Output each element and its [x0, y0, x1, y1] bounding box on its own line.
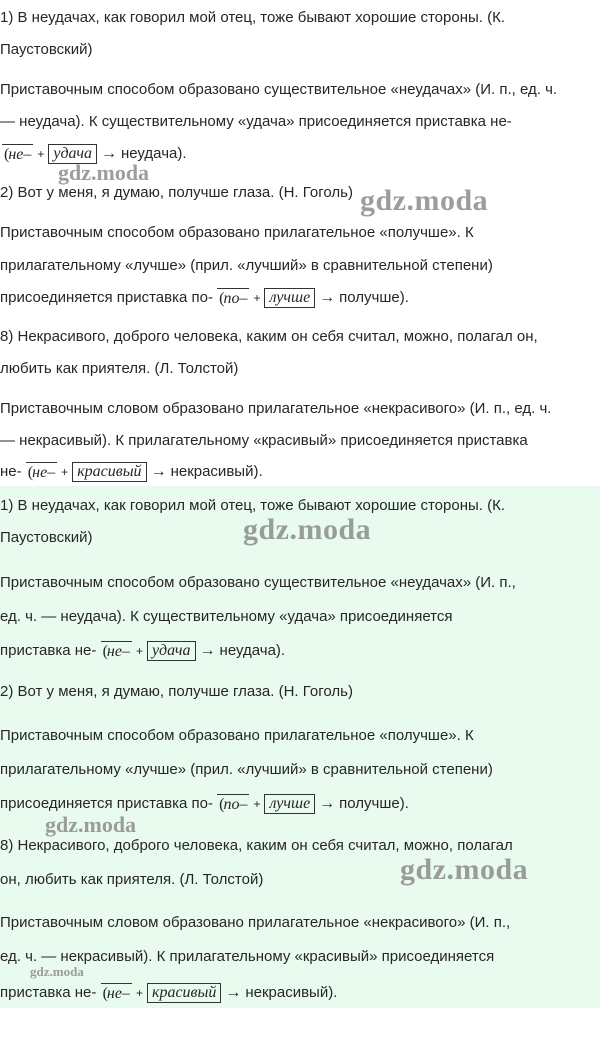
example-2-explanation-cont: прилагательному «лучше» (прил. «лучший» в сравнительной степени) — [0, 257, 493, 274]
formula-lead-text: присоединяется приставка по- — [0, 795, 213, 812]
result-word: неудача). — [219, 641, 286, 659]
example-1-sentence: 1) В неудачах, как говорил мой отец, тоже бывают хорошие стороны. (К. — [0, 9, 506, 26]
prefix-mark: ( не– — [101, 641, 132, 662]
watermark-logo: gdz.moda — [243, 513, 372, 546]
example-1-explanation-cont: ед. ч. — неудача). К существительному «удача» присоединяется — [0, 608, 453, 625]
example-1-explanation: Приставочным способом образовано существительное «неудачах» (И. п., ед. ч. — [0, 81, 558, 98]
prefix-mark: ( по– — [217, 794, 249, 815]
example-3-explanation-cont: — некрасивый). К прилагательному «красивый» присоединяется приставка — [0, 432, 528, 449]
formula-lead-text: приставка не- — [0, 642, 97, 659]
result-word: получше). — [339, 288, 409, 306]
example-3-explanation-cont: ед. ч. — некрасивый). К прилагательному «красивый» присоединяется — [0, 948, 495, 965]
arrow-icon: → — [225, 983, 242, 1001]
arrow-icon: → — [319, 794, 336, 812]
example-2-formula-line — [0, 793, 409, 814]
watermark-logo: gdz.moda — [30, 964, 84, 979]
example-1-formula-line — [0, 640, 285, 661]
result-word: неудача). — [120, 144, 187, 162]
example-2-explanation-cont: прилагательному «лучше» (прил. «лучший» в сравнительной степени) — [0, 761, 493, 778]
result-word: получше). — [339, 794, 409, 812]
watermark-logo: gdz.moda — [45, 812, 137, 837]
arrow-icon: → — [319, 288, 336, 306]
prefix-mark: ( не– — [2, 144, 33, 165]
watermark-logo: gdz.moda — [58, 160, 150, 185]
formula-lead-text: приставка не- — [0, 984, 97, 1001]
plus-sign: + — [61, 464, 69, 479]
example-3-sentence: 8) Некрасивого, доброго человека, каким он себя считал, можно, полагал он, — [0, 328, 538, 345]
plus-sign: + — [135, 643, 143, 658]
prefix-mark: ( по– — [217, 288, 249, 309]
example-3-sentence: 8) Некрасивого, доброго человека, каким он себя считал, можно, полагал — [0, 837, 513, 854]
example-3-explanation: Приставочным словом образовано прилагательное «некрасивого» (И. п., ед. ч. — [0, 400, 552, 417]
root-box: удача — [147, 641, 196, 661]
example-3-formula-line — [0, 461, 263, 482]
formula-lead-text: не- — [0, 463, 22, 480]
example-3-formula-line — [0, 982, 337, 1003]
plus-sign: + — [37, 146, 45, 161]
example-2-explanation: Приставочным способом образовано прилагательное «получше». К — [0, 224, 474, 241]
plus-sign: + — [253, 796, 261, 811]
root-box: лучше — [264, 794, 315, 814]
root-box: красивый — [72, 462, 146, 482]
formula-lead-text: присоединяется приставка по- — [0, 289, 213, 306]
example-1-sentence-cont: Паустовский) — [0, 529, 93, 546]
prefix-mark: ( не– — [101, 983, 132, 1004]
arrow-icon: → — [199, 641, 216, 659]
result-word: некрасивый). — [170, 462, 263, 480]
example-3-sentence-cont: он, любить как приятеля. (Л. Толстой) — [0, 871, 264, 888]
arrow-icon: → — [100, 144, 117, 162]
prefix-mark: ( не– — [26, 462, 57, 483]
example-3-sentence-cont: любить как приятеля. (Л. Толстой) — [0, 360, 239, 377]
result-word: некрасивый). — [245, 983, 338, 1001]
example-1-sentence: 1) В неудачах, как говорил мой отец, тоже бывают хорошие стороны. (К. — [0, 497, 506, 514]
example-2-sentence: 2) Вот у меня, я думаю, получше глаза. (Н. Гоголь) — [0, 683, 353, 700]
root-box: лучше — [264, 288, 315, 308]
example-1-explanation: Приставочным способом образовано существительное «неудачах» (И. п., — [0, 574, 516, 591]
example-2-formula-line — [0, 287, 409, 308]
watermark-logo: gdz.moda — [360, 184, 489, 217]
root-box: красивый — [147, 983, 221, 1003]
example-1-explanation-cont: — неудача). К существительному «удача» присоединяется приставка не- — [0, 113, 512, 130]
example-2-explanation: Приставочным способом образовано прилагательное «получше». К — [0, 727, 474, 744]
arrow-icon: → — [150, 462, 167, 480]
watermark-logo: gdz.moda — [400, 853, 529, 886]
plus-sign: + — [135, 985, 143, 1000]
plus-sign: + — [253, 290, 261, 305]
example-1-sentence-cont: Паустовский) — [0, 41, 93, 58]
example-2-sentence: 2) Вот у меня, я думаю, получше глаза. (Н. Гоголь) — [0, 184, 353, 201]
example-3-explanation: Приставочным словом образовано прилагательное «некрасивого» (И. п., — [0, 914, 511, 931]
root-box: удача — [48, 144, 97, 164]
